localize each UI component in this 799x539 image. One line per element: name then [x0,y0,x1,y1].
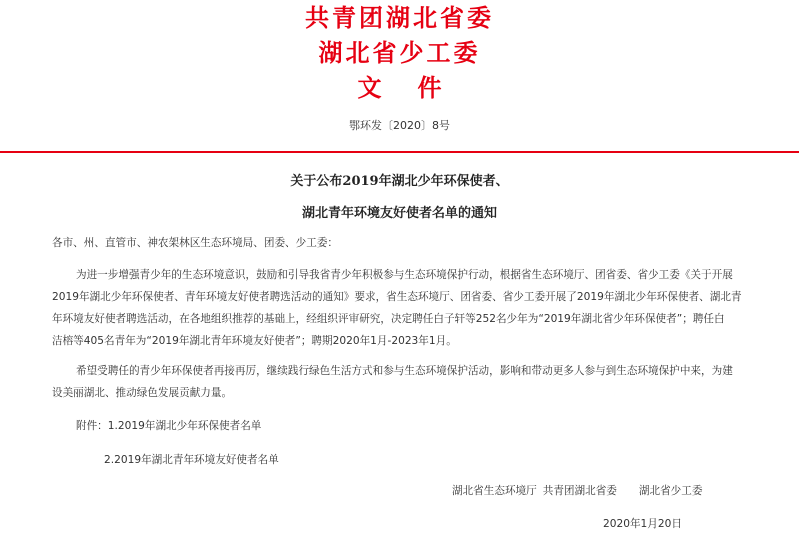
body-paragraph-1-line-3: 年环境友好使者聘选活动，在各地组织推荐的基础上，经组织评审研究，决定聘任白子轩等252名少年为“2019年湖北省少年环保使者”；聘任白 [52,313,725,325]
issuer-young-pioneers: 湖北省少工委 [638,485,703,497]
document-number: 鄂环发〔2020〕8号 [349,119,450,132]
attachment-item-1: 附件：1.2019年湖北少年环保使者名单 [76,420,262,432]
issue-date: 2020年1月20日 [603,518,682,530]
body-paragraph-2-line-2: 设美丽湖北、推动绿色发展贡献力量。 [52,387,233,399]
document-type-heading: 文件 [357,73,478,102]
body-paragraph-1-line-4: 洁榕等405名青年为“2019年湖北青年环境友好使者”；聘期2020年1月-2023年1月。 [52,335,457,347]
issuer-signatures [452,481,752,502]
issuer-ecology-department: 湖北省生态环境厅 [452,485,537,497]
notice-title-line-1: 关于公布2019年湖北少年环保使者、 [290,174,509,189]
issuer-header-line-2: 湖北省少工委 [318,38,481,67]
issuer-header-line-1: 共青团湖北省委 [305,3,494,32]
salutation: 各市、州、直管市、神农架林区生态环境局、团委、少工委： [52,237,339,249]
notice-title-line-2: 湖北青年环境友好使者名单的通知 [301,206,497,221]
body-paragraph-1-line-2: 2019年湖北少年环保使者、青年环境友好使者聘选活动的通知》要求，省生态环境厅、团省委、省少工委开展了2019年湖北少年环保使者、湖北青 [52,291,742,303]
issuer-youth-league: 共青团湖北省委 [542,485,617,497]
body-paragraph-2-line-1: 希望受聘任的青少年环保使者再接再厉，继续践行绿色生活方式和参与生态环境保护活动，影响和带动更多人参与到生态环境保护中来，为建 [76,365,733,377]
attachment-item-2: 2.2019年湖北青年环境友好使者名单 [104,454,279,466]
body-paragraph-1-line-1: 为进一步增强青少年的生态环境意识，鼓励和引导我省青少年积极参与生态环境保护行动，根据省生态环境厅、团省委、省少工委《关于开展 [76,269,733,281]
red-divider-line [0,151,799,153]
